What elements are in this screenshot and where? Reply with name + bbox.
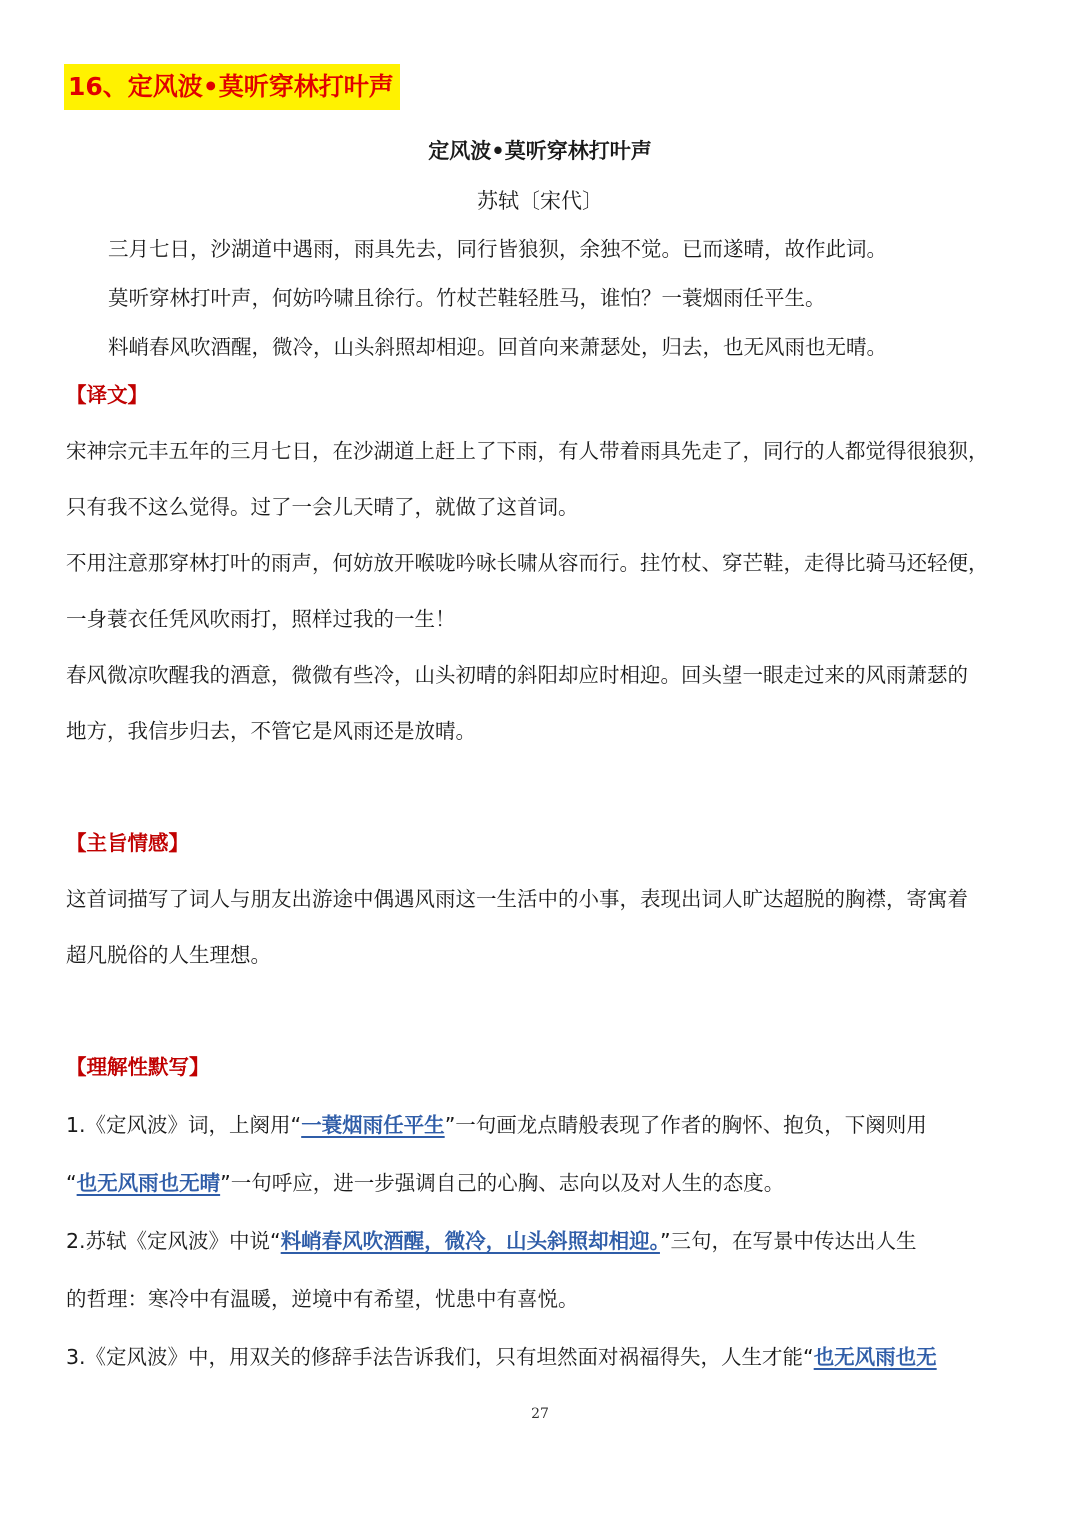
q3-prefix: 3.《定风波》中，用双关的修辞手法告诉我们，只有坦然面对祸福得失，人生才能“ — [66, 1345, 814, 1369]
page-number: 27 — [531, 1406, 549, 1422]
theme-label: 【主旨情感】 — [66, 831, 189, 855]
q2-prefix: 2.苏轼《定风波》中说“ — [66, 1229, 281, 1253]
poem-line-lower: 料峭春风吹酒醒，微冷，山头斜照却相迎。回首向来萧瑟处，归去，也无风雨也无晴。 — [108, 335, 887, 359]
q1-suffix: ”一句呼应，进一步强调自己的心胸、志向以及对人生的态度。 — [220, 1171, 785, 1195]
poem-author: 苏轼〔宋代〕 — [477, 189, 603, 213]
q1-prefix: 1.《定风波》词，上阕用“ — [66, 1113, 302, 1137]
question-2-line-2: 的哲理：寒冷中有温暖，逆境中有希望，忧患中有喜悦。 — [66, 1287, 579, 1311]
q1-middle: ”一句画龙点睛般表现了作者的胸怀、抱负，下阕则用 — [444, 1113, 927, 1137]
translation-line: 不用注意那穿林打叶的雨声，何妨放开喉咙吟咏长啸从容而行。拄竹杖、穿芒鞋，走得比骑马还轻便， — [66, 551, 989, 575]
question-3-line-1 — [66, 1340, 1026, 1374]
q3-answer: 也无风雨也无 — [813, 1345, 937, 1369]
translation-line: 宋神宗元丰五年的三月七日，在沙湖道上赶上了下雨，有人带着雨具先走了，同行的人都觉得很狼狈， — [66, 439, 989, 463]
theme-line: 这首词描写了词人与朋友出游途中偶遇风雨这一生活中的小事，表现出词人旷达超脱的胸襟，寄寓着 — [66, 887, 968, 911]
translation-line: 春风微凉吹醒我的酒意，微微有些冷，山头初晴的斜阳却应时相迎。回头望一眼走过来的风雨萧瑟的 — [66, 663, 968, 687]
q1-answer-2: 也无风雨也无晴 — [76, 1171, 221, 1195]
question-2-line-1 — [66, 1224, 1026, 1258]
question-1-line-1 — [66, 1108, 1026, 1142]
poem-line-preface: 三月七日，沙湖道中遇雨，雨具先去，同行皆狼狈，余独不觉。已而遂晴，故作此词。 — [108, 237, 887, 261]
theme-line: 超凡脱俗的人生理想。 — [66, 943, 271, 967]
translation-line: 只有我不这么觉得。过了一会儿天晴了，就做了这首词。 — [66, 495, 579, 519]
translation-line: 一身蓑衣任凭风吹雨打，照样过我的一生！ — [66, 607, 456, 631]
dictation-label: 【理解性默写】 — [66, 1055, 210, 1079]
q2-suffix: ”三句，在写景中传达出人生 — [659, 1229, 917, 1253]
translation-label: 【译文】 — [66, 383, 148, 407]
poem-title: 定风波•莫听穿林打叶声 — [428, 139, 652, 163]
q1-open-quote: “ — [66, 1171, 77, 1195]
question-1-line-2 — [66, 1166, 1026, 1200]
q1-answer-1: 一蓑烟雨任平生 — [301, 1113, 445, 1137]
poem-line-upper: 莫听穿林打叶声，何妨吟啸且徐行。竹杖芒鞋轻胜马，谁怕？一蓑烟雨任平生。 — [108, 286, 826, 310]
translation-line: 地方，我信步归去，不管它是风雨还是放晴。 — [66, 719, 476, 743]
q2-answer: 料峭春风吹酒醒，微冷，山头斜照却相迎。 — [280, 1229, 660, 1253]
section-heading: 16、定风波•莫听穿林打叶声 — [64, 64, 400, 110]
